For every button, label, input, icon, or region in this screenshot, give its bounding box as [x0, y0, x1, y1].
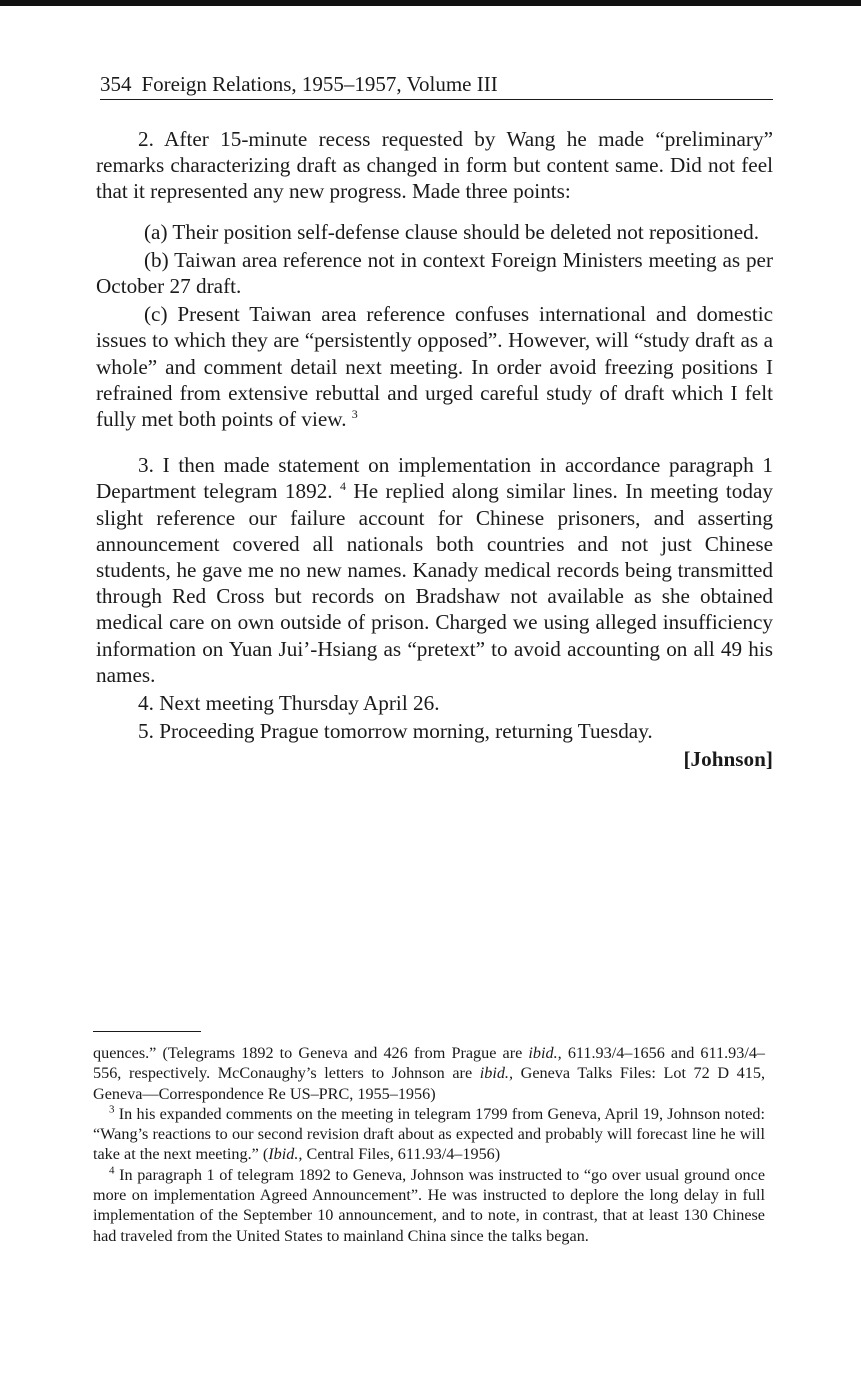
paragraph-3-part1: 3. I then made statement on implementation in accordance paragraph 1 Department telegram 1892. — [96, 453, 773, 504]
paragraph-5: 5. Proceeding Prague tomorrow morning, returning Tuesday. — [138, 719, 653, 744]
point-a: (a) Their position self-defense clause should be deleted not repositioned. — [144, 219, 760, 244]
paragraph-3-part2: He replied along similar lines. In meeting today slight reference our failure account for Chinese prisoners, and asserting announcement covered all nationals both countries and not just Chinese students, he gave me no new names. Kanady medical records being transmitted through Red Cross but records on Bradshaw not available as she obtained medical care on own outside of prison. Charged we using alleged insufficiency information on Yuan Jui’-Hsiang as “pretext” to avoid accounting on all 49 his names. — [96, 479, 773, 687]
paragraph-2: 2. After 15-minute recess requested by Wang he made “preliminary” remarks characterizing draft as changed in form but content same. Did not feel that it represented any new progress. Made three points: — [96, 127, 773, 204]
footnote-4-text: In paragraph 1 of telegram 1892 to Geneva, Johnson was instructed to “go over usual ground once more on implementation Agreed Announcement”. He was instructed to deplore the long delay in full implementation of the September 10 announcement, and to note, in contrast, that at least 130 Chinese had traveled from the United States to mainland China since the talks began. — [93, 1165, 766, 1245]
footnote-rule — [93, 1031, 201, 1032]
footnote-4 — [93, 1165, 765, 1246]
footnote-ref-4: 4 — [340, 479, 347, 494]
point-c-text: (c) Present Taiwan area reference confuses international and domestic issues to which they are “persistently opposed”. However, will “study draft as a whole” and comment detail next meeting. In order avoid freezing positions I refrained from extensive rebuttal and urged careful study of draft which I felt fully met both points of view. — [96, 302, 773, 432]
footnote-cont-text-3: Geneva Talks Files: Lot 72 D 415, Geneva—Correspondence Re US–PRC, 1955–1956) — [93, 1064, 766, 1103]
paragraph-4: 4. Next meeting Thursday April 26. — [138, 691, 440, 716]
footnote-3-text-1: In his expanded comments on the meeting in telegram 1799 from Geneva, April 19, Johnson noted: “Wang’s reactions to our second revision draft about as expected and probably will forecast line he will take at the next meeting.” ( — [93, 1104, 765, 1164]
footnote-cont-text-1: quences.” (Telegrams 1892 to Geneva and 426 from Prague are — [93, 1044, 523, 1062]
footnote-continuation — [93, 1043, 765, 1104]
paragraph-3 — [96, 452, 773, 688]
footnote-cont-ibid-2: ibid., — [479, 1064, 514, 1083]
running-header — [100, 70, 773, 100]
document-body — [96, 126, 773, 773]
page-number: 354 — [100, 72, 132, 96]
footnote-3-text-2: Central Files, 611.93/4–1956) — [306, 1145, 501, 1164]
point-c — [96, 301, 773, 432]
footnotes — [93, 1043, 765, 1246]
footnote-ref-3: 3 — [351, 406, 358, 421]
footnote-cont-ibid-1: ibid., — [528, 1044, 562, 1062]
point-b: (b) Taiwan area reference not in context Foreign Ministers meeting as per October 27 draft. — [96, 247, 773, 299]
footnote-3-ibid: Ibid., — [268, 1145, 303, 1164]
page-top-edge — [0, 0, 861, 6]
footnote-4-number: 4 — [109, 1164, 115, 1177]
signature: [Johnson] — [683, 747, 773, 772]
running-title: Foreign Relations, 1955–1957, Volume III — [141, 72, 498, 96]
footnote-3 — [93, 1104, 765, 1165]
footnote-cont-text-2: 611.93/4–1656 and 611.93/4–556, respectively. McConaughy’s letters to Johnson are — [93, 1044, 766, 1083]
footnote-3-number: 3 — [109, 1103, 115, 1116]
